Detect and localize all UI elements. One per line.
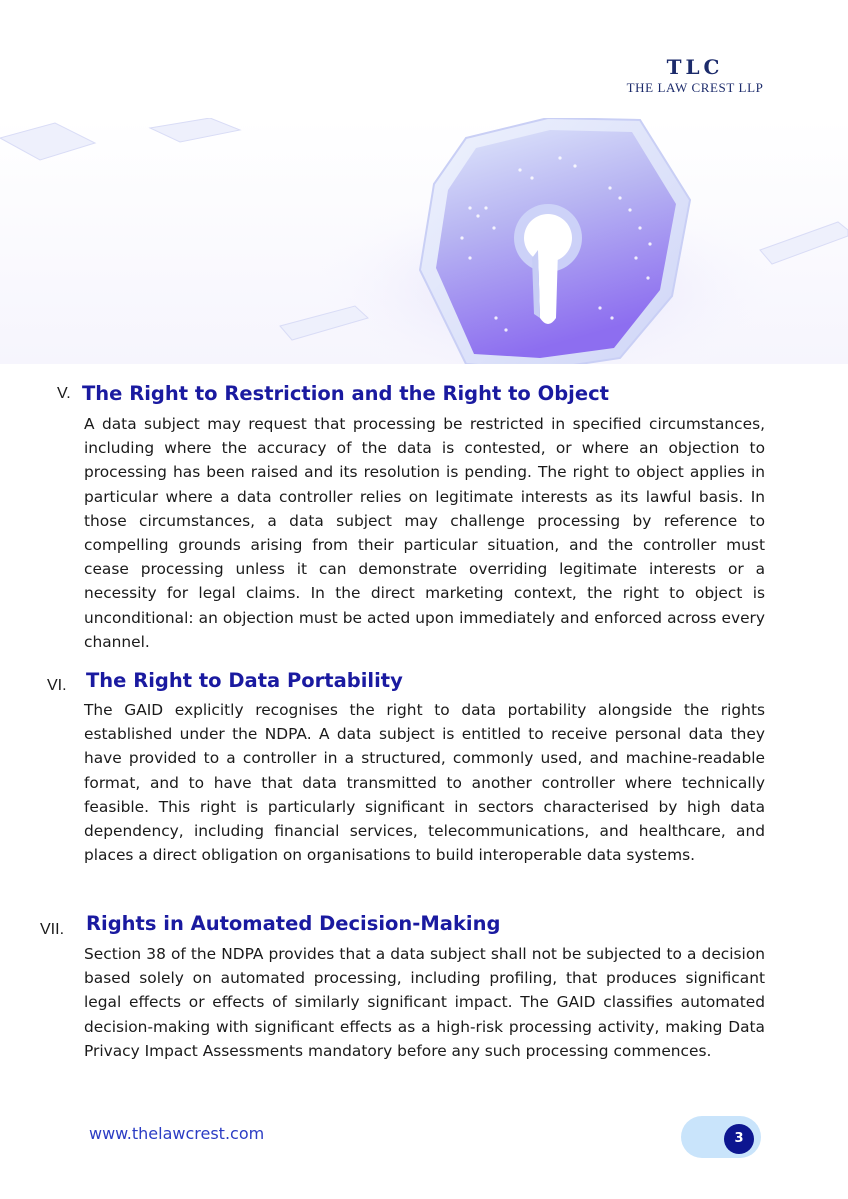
logo-mark: TLC [666,55,724,79]
section-body: Section 38 of the NDPA provides that a data subject shall not be subjected to a decision based solely on automated processing, including profiling, that produces significant legal effects or effects of similarly significant impact. The GAID classifies automated decision-making with significant effects as a high-risk processing activity, making Data Privacy Impact Assessments mandatory before any such processing commences. [84,945,765,1060]
banner-illustration [0,118,848,364]
section-numeral: VI. [47,677,67,694]
shield-keyhole-illustration-icon [0,118,848,364]
section-body: A data subject may request that processing be restricted in specified circumstances, including where the accuracy of the data is contested, or where an objection to processing has been raised and its resolution is pending. The right to object applies in particular where a data controller relies on legitimate interests as its lawful basis. In those circumstances, a data subject may challenge processing by reference to compelling grounds arising from their particular situation, and the controller must cease processing unless it can demonstrate overriding legitimate interests or a necessity for legal claims. In the direct marketing context, the right to object is unconditional: an objection must be acted upon immediately and enforced across every channel. [84,415,765,651]
page-number-badge: 3 [724,1124,754,1154]
section-heading: The Right to Data Portability [86,669,403,692]
section-body: The GAID explicitly recognises the right to data portability alongside the rights established under the NDPA. A data subject is entitled to receive personal data they have provided to a controller in a structured, commonly used, and machine-readable format, and to have that data transmitted to another controller where technically feasible. This right is particularly significant in sectors characterised by high data dependency, including financial services, telecommunications, and healthcare, and places a direct obligation on organisations to build interoperable data systems. [84,701,765,865]
website-link[interactable]: www.thelawcrest.com [89,1124,265,1143]
firm-logo [600,56,790,96]
section-numeral: VII. [40,921,65,938]
firm-name: THE LAW CREST LLP [626,80,764,95]
section-heading: The Right to Restriction and the Right to Object [82,382,609,405]
section-numeral: V. [57,385,71,402]
section-heading: Rights in Automated Decision-Making [86,912,501,935]
